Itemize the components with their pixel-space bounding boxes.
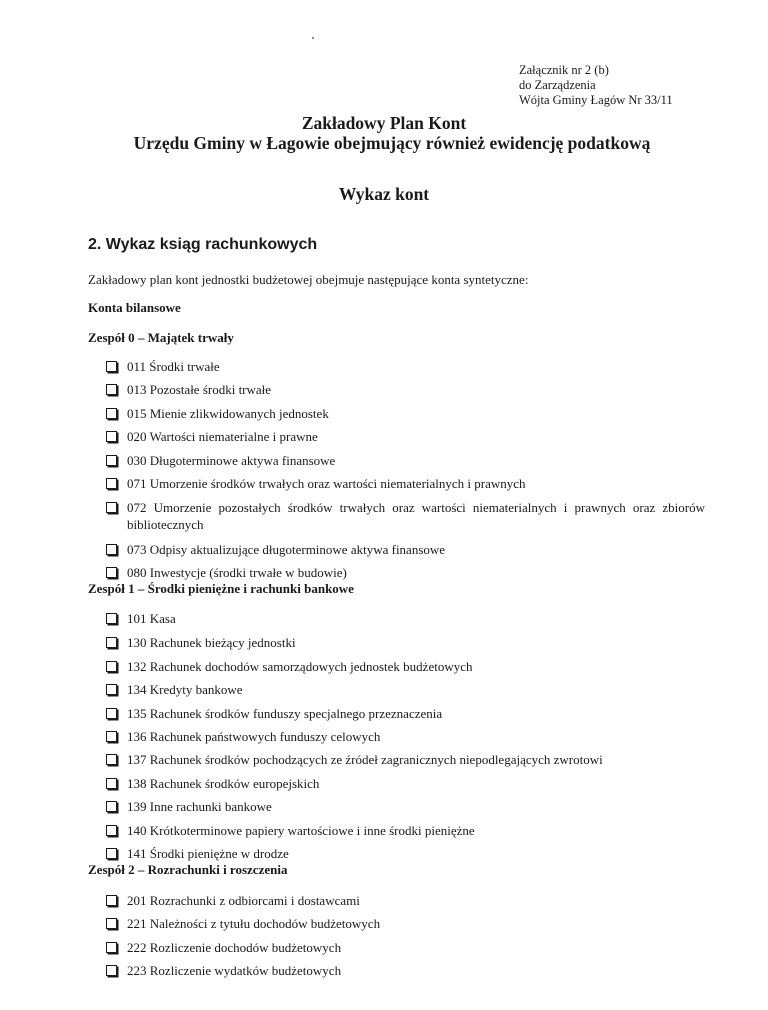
checkbox-icon bbox=[106, 684, 117, 695]
annex-note bbox=[519, 63, 673, 108]
account-item bbox=[106, 381, 271, 398]
checkbox-icon bbox=[106, 637, 117, 648]
account-label: 101 Kasa bbox=[127, 611, 176, 626]
account-label: 138 Rachunek środków europejskich bbox=[127, 776, 320, 791]
account-label: 141 Środki pieniężne w drodze bbox=[127, 846, 289, 861]
account-item bbox=[106, 939, 341, 956]
account-label: 135 Rachunek środków funduszy specjalnego przeznaczenia bbox=[127, 706, 443, 721]
document-subtitle: Wykaz kont bbox=[338, 184, 430, 204]
document-title-line2: Urzędu Gminy w Łagowie obejmujący również ewidencję podatkową bbox=[133, 133, 651, 153]
account-label: 080 Inwestycje (środki trwałe w budowie) bbox=[127, 565, 347, 580]
account-item bbox=[106, 915, 380, 932]
account-label: 011 Środki trwałe bbox=[127, 359, 220, 374]
account-item bbox=[106, 452, 335, 469]
account-item bbox=[106, 751, 603, 768]
checkbox-icon bbox=[106, 613, 117, 624]
checkbox-icon bbox=[106, 825, 117, 836]
account-label: 201 Rozrachunki z odbiorcami i dostawcami bbox=[127, 893, 360, 908]
group-1-title: Zespół 1 – Środki pieniężne i rachunki bankowe bbox=[88, 581, 354, 596]
account-label: 221 Należności z tytułu dochodów budżetowych bbox=[127, 916, 381, 931]
account-item bbox=[106, 775, 319, 792]
account-label: 137 Rachunek środków pochodzących ze źródeł zagranicznych niepodlegających zwrotowi bbox=[127, 752, 603, 767]
account-label: 139 Inne rachunki bankowe bbox=[127, 799, 272, 814]
checkbox-icon bbox=[106, 384, 117, 395]
account-label: 222 Rozliczenie dochodów budżetowych bbox=[127, 940, 342, 955]
account-item bbox=[106, 405, 329, 422]
account-label: 020 Wartości niematerialne i prawne bbox=[127, 429, 318, 444]
account-item bbox=[106, 658, 473, 675]
checkbox-icon bbox=[106, 918, 117, 929]
account-label: 134 Kredyty bankowe bbox=[127, 682, 243, 697]
account-label: 015 Mienie zlikwidowanych jednostek bbox=[127, 406, 329, 421]
group-0-title: Zespół 0 – Majątek trwały bbox=[88, 330, 234, 345]
checkbox-icon bbox=[106, 965, 117, 976]
checkbox-icon bbox=[106, 848, 117, 859]
checkbox-icon bbox=[106, 942, 117, 953]
account-item bbox=[106, 499, 705, 533]
account-label: 013 Pozostałe środki trwałe bbox=[127, 382, 272, 397]
section-heading: 2. Wykaz ksiąg rachunkowych bbox=[88, 236, 318, 253]
account-item bbox=[106, 705, 442, 722]
checkbox-icon bbox=[106, 544, 117, 555]
balance-accounts-label: Konta bilansowe bbox=[88, 300, 181, 315]
checkbox-icon bbox=[106, 361, 117, 372]
annex-line: do Zarządzenia bbox=[519, 78, 596, 92]
checkbox-icon bbox=[106, 778, 117, 789]
checkbox-icon bbox=[106, 801, 117, 812]
account-item bbox=[106, 822, 475, 839]
account-label: 030 Długoterminowe aktywa finansowe bbox=[127, 453, 336, 468]
scan-speck bbox=[312, 37, 314, 39]
account-item bbox=[106, 634, 296, 651]
checkbox-icon bbox=[106, 431, 117, 442]
annex-line: Załącznik nr 2 (b) bbox=[519, 63, 609, 77]
account-item bbox=[106, 892, 360, 909]
account-item bbox=[106, 564, 347, 581]
account-label: 072 Umorzenie pozostałych środków trwałych oraz wartości niematerialnych i prawnych oraz zbiorów bibliotecznych bbox=[127, 500, 705, 532]
checkbox-icon bbox=[106, 708, 117, 719]
account-item bbox=[106, 358, 220, 375]
account-label: 140 Krótkoterminowe papiery wartościowe i inne środki pieniężne bbox=[127, 823, 475, 838]
checkbox-icon bbox=[106, 455, 117, 466]
group-2-title: Zespół 2 – Rozrachunki i roszczenia bbox=[88, 862, 288, 877]
checkbox-icon bbox=[106, 661, 117, 672]
account-item bbox=[106, 541, 445, 558]
checkbox-icon bbox=[106, 478, 117, 489]
account-item bbox=[106, 475, 526, 492]
document-title: Zakładowy Plan Kont bbox=[301, 113, 467, 133]
intro-text: Zakładowy plan kont jednostki budżetowej obejmuje następujące konta syntetyczne: bbox=[88, 272, 529, 287]
account-label: 071 Umorzenie środków trwałych oraz wartości niematerialnych i prawnych bbox=[127, 476, 526, 491]
account-label: 130 Rachunek bieżący jednostki bbox=[127, 635, 296, 650]
checkbox-icon bbox=[106, 408, 117, 419]
account-item bbox=[106, 962, 341, 979]
account-item bbox=[106, 681, 243, 698]
account-label: 073 Odpisy aktualizujące długoterminowe aktywa finansowe bbox=[127, 542, 446, 557]
checkbox-icon bbox=[106, 895, 117, 906]
annex-line: Wójta Gminy Łagów Nr 33/11 bbox=[519, 93, 673, 107]
account-item bbox=[106, 845, 289, 862]
account-label: 223 Rozliczenie wydatków budżetowych bbox=[127, 963, 342, 978]
account-label: 136 Rachunek państwowych funduszy celowych bbox=[127, 729, 381, 744]
account-label: 132 Rachunek dochodów samorządowych jednostek budżetowych bbox=[127, 659, 473, 674]
account-item bbox=[106, 610, 176, 627]
checkbox-icon bbox=[106, 567, 117, 578]
checkbox-icon bbox=[106, 754, 117, 765]
account-item bbox=[106, 428, 318, 445]
checkbox-icon bbox=[106, 731, 117, 742]
account-item bbox=[106, 798, 272, 815]
account-item bbox=[106, 728, 380, 745]
checkbox-icon bbox=[106, 502, 117, 513]
